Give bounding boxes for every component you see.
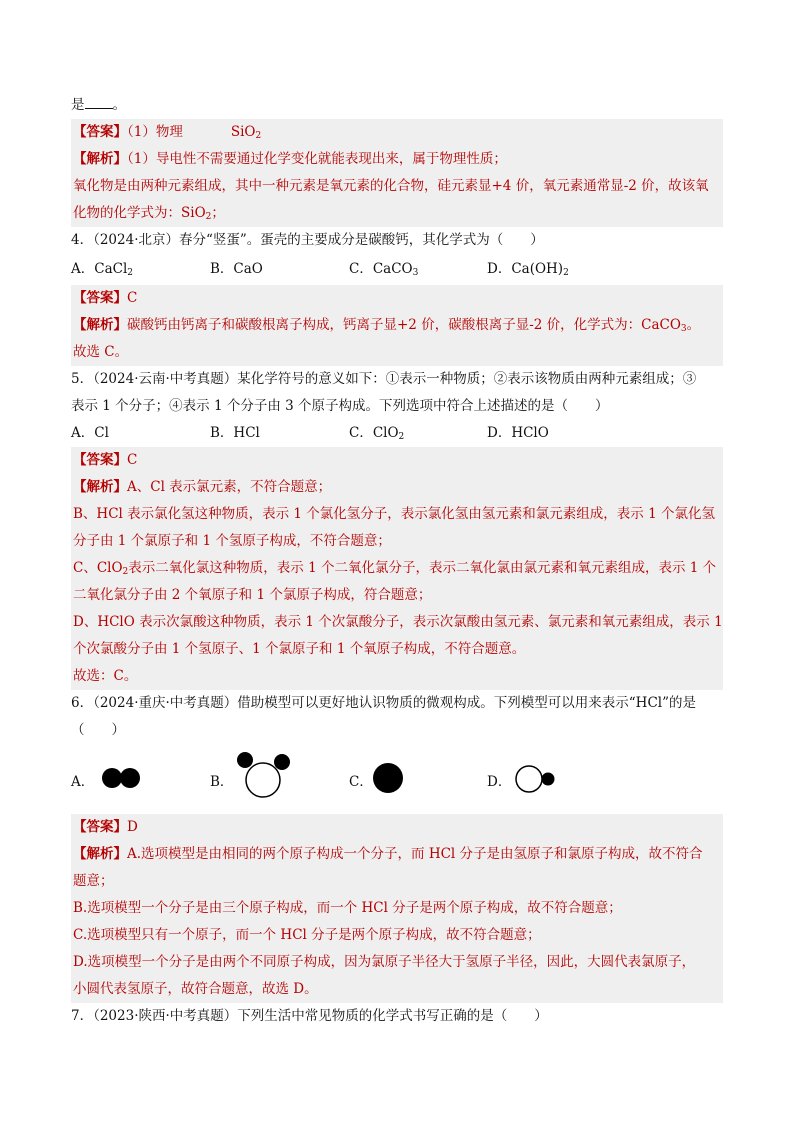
option-a: A．CaCl$_2$	[71, 261, 134, 278]
option-c-label: C．	[349, 774, 373, 790]
analysis-line: 化物的化学式为：SiO$_2$；	[71, 200, 723, 227]
analysis-line: 【解析】A、Cl 表示氯元素，不符合题意；	[71, 474, 723, 501]
question-fragment: 是 。	[71, 92, 723, 119]
option-c: C．ClO$_2$	[349, 425, 405, 442]
model-d-two-unequal-atoms-icon	[507, 748, 567, 812]
answer-blank	[85, 94, 113, 109]
model-c-single-atom-icon	[367, 748, 417, 812]
analysis-line: C、ClO$_2$表示二氧化氯这种物质，表示 1 个二氧化氯分子，表示二氧化氯由氯元素和氧元素组成，表示 1 个	[71, 555, 723, 582]
option-c: C．CaCO$_3$	[349, 261, 419, 278]
analysis-line: 故选 C。	[71, 339, 723, 366]
analysis-line: 分子由 1 个氯原子和 1 个氢原子构成，不符合题意；	[71, 528, 723, 555]
analysis-line: C.选项模型只有一个原子，而一个 HCl 分子是两个原子构成，故不符合题意；	[71, 922, 723, 949]
document-page	[71, 92, 723, 1030]
question-stem: 表示 1 个分子；④表示 1 个分子由 3 个原子构成。下列选项中符合上述描述的是（ ）	[71, 398, 609, 414]
question-options	[71, 254, 723, 285]
answer-line: 【答案】（1）物理 SiO$_2$	[71, 119, 723, 146]
question-stem: （ ）	[71, 722, 125, 738]
analysis-line: 氧化物是由两种元素组成，其中一种元素是氧元素的化合物，硅元素显+4 价，氧元素通常显-2 价，故该氧	[71, 173, 723, 200]
model-b-three-atoms-icon	[231, 748, 297, 812]
answer-line: 【答案】C	[71, 285, 723, 312]
option-a: A．Cl	[71, 425, 109, 441]
analysis-line: 【解析】（1）导电性不需要通过化学变化就能表现出来，属于物理性质；	[71, 146, 723, 173]
answer-line: 【答案】C	[71, 447, 723, 474]
analysis-line: 【解析】A.选项模型是由相同的两个原子构成一个分子，而 HCl 分子是由氢原子和氯原子构成，故不符合	[71, 841, 723, 868]
question-stem: 6．（2024·重庆·中考真题）借助模型可以更好地认识物质的微观构成。下列模型可以用来表示“HCl”的是	[71, 695, 696, 711]
option-d-label: D．	[487, 774, 512, 790]
analysis-line: B.选项模型一个分子是由三个原子构成，而一个 HCl 分子是两个原子构成，故不符合题意；	[71, 895, 723, 922]
analysis-line: 题意；	[71, 868, 723, 895]
question-stem: 7．（2023·陕西·中考真题）下列生活中常见物质的化学式书写正确的是（ ）	[71, 1008, 548, 1024]
analysis-line: D、HClO 表示次氯酸这种物质，表示 1 个次氯酸分子，表示次氯酸由氢元素、氯元素和氧元素组成，表示 1	[71, 609, 723, 636]
option-d: D．HClO	[487, 425, 549, 441]
option-d: D．$Ca(OH)_2$	[487, 261, 569, 278]
option-a-label: A．	[71, 774, 95, 790]
question-options	[71, 420, 723, 447]
answer-line: 【答案】D	[71, 814, 723, 841]
analysis-line: B、HCl 表示氯化氢这种物质，表示 1 个氯化氢分子，表示氯化氢由氢元素和氯元素组成，表示 1 个氯化氢	[71, 501, 723, 528]
question-stem: 4．（2024·北京）春分“竖蛋”。蛋壳的主要成分是碳酸钙，其化学式为（ ）	[71, 232, 544, 248]
analysis-line: 故选：C。	[71, 663, 723, 690]
option-b: B．CaO	[210, 261, 263, 277]
analysis-line: 个次氯酸分子由 1 个氢原子、1 个氯原子和 1 个氧原子构成，不符合题意。	[71, 636, 723, 663]
analysis-line: 【解析】碳酸钙由钙离子和碳酸根离子构成，钙离子显+2 价，碳酸根离子显-2 价，化学式为：CaCO$_3$。	[71, 312, 723, 339]
option-b-label: B．	[210, 774, 234, 790]
analysis-line: 小圆代表氢原子，故符合题意，故选 D。	[71, 976, 723, 1003]
model-a-two-equal-atoms-icon	[97, 748, 147, 812]
question-stem: 5．（2024·云南·中考真题）某化学符号的意义如下：①表示一种物质；②表示该物质由两种元素组成；③	[71, 371, 697, 387]
analysis-line: 二氧化氯分子由 2 个氧原子和 1 个氯原子构成，符合题意；	[71, 582, 723, 609]
molecule-models	[71, 748, 723, 812]
analysis-line: D.选项模型一个分子是由两个不同原子构成，因为氯原子半径大于氢原子半径，因此，大圆代表氯原子，	[71, 949, 723, 976]
option-b: B．HCl	[210, 425, 260, 441]
